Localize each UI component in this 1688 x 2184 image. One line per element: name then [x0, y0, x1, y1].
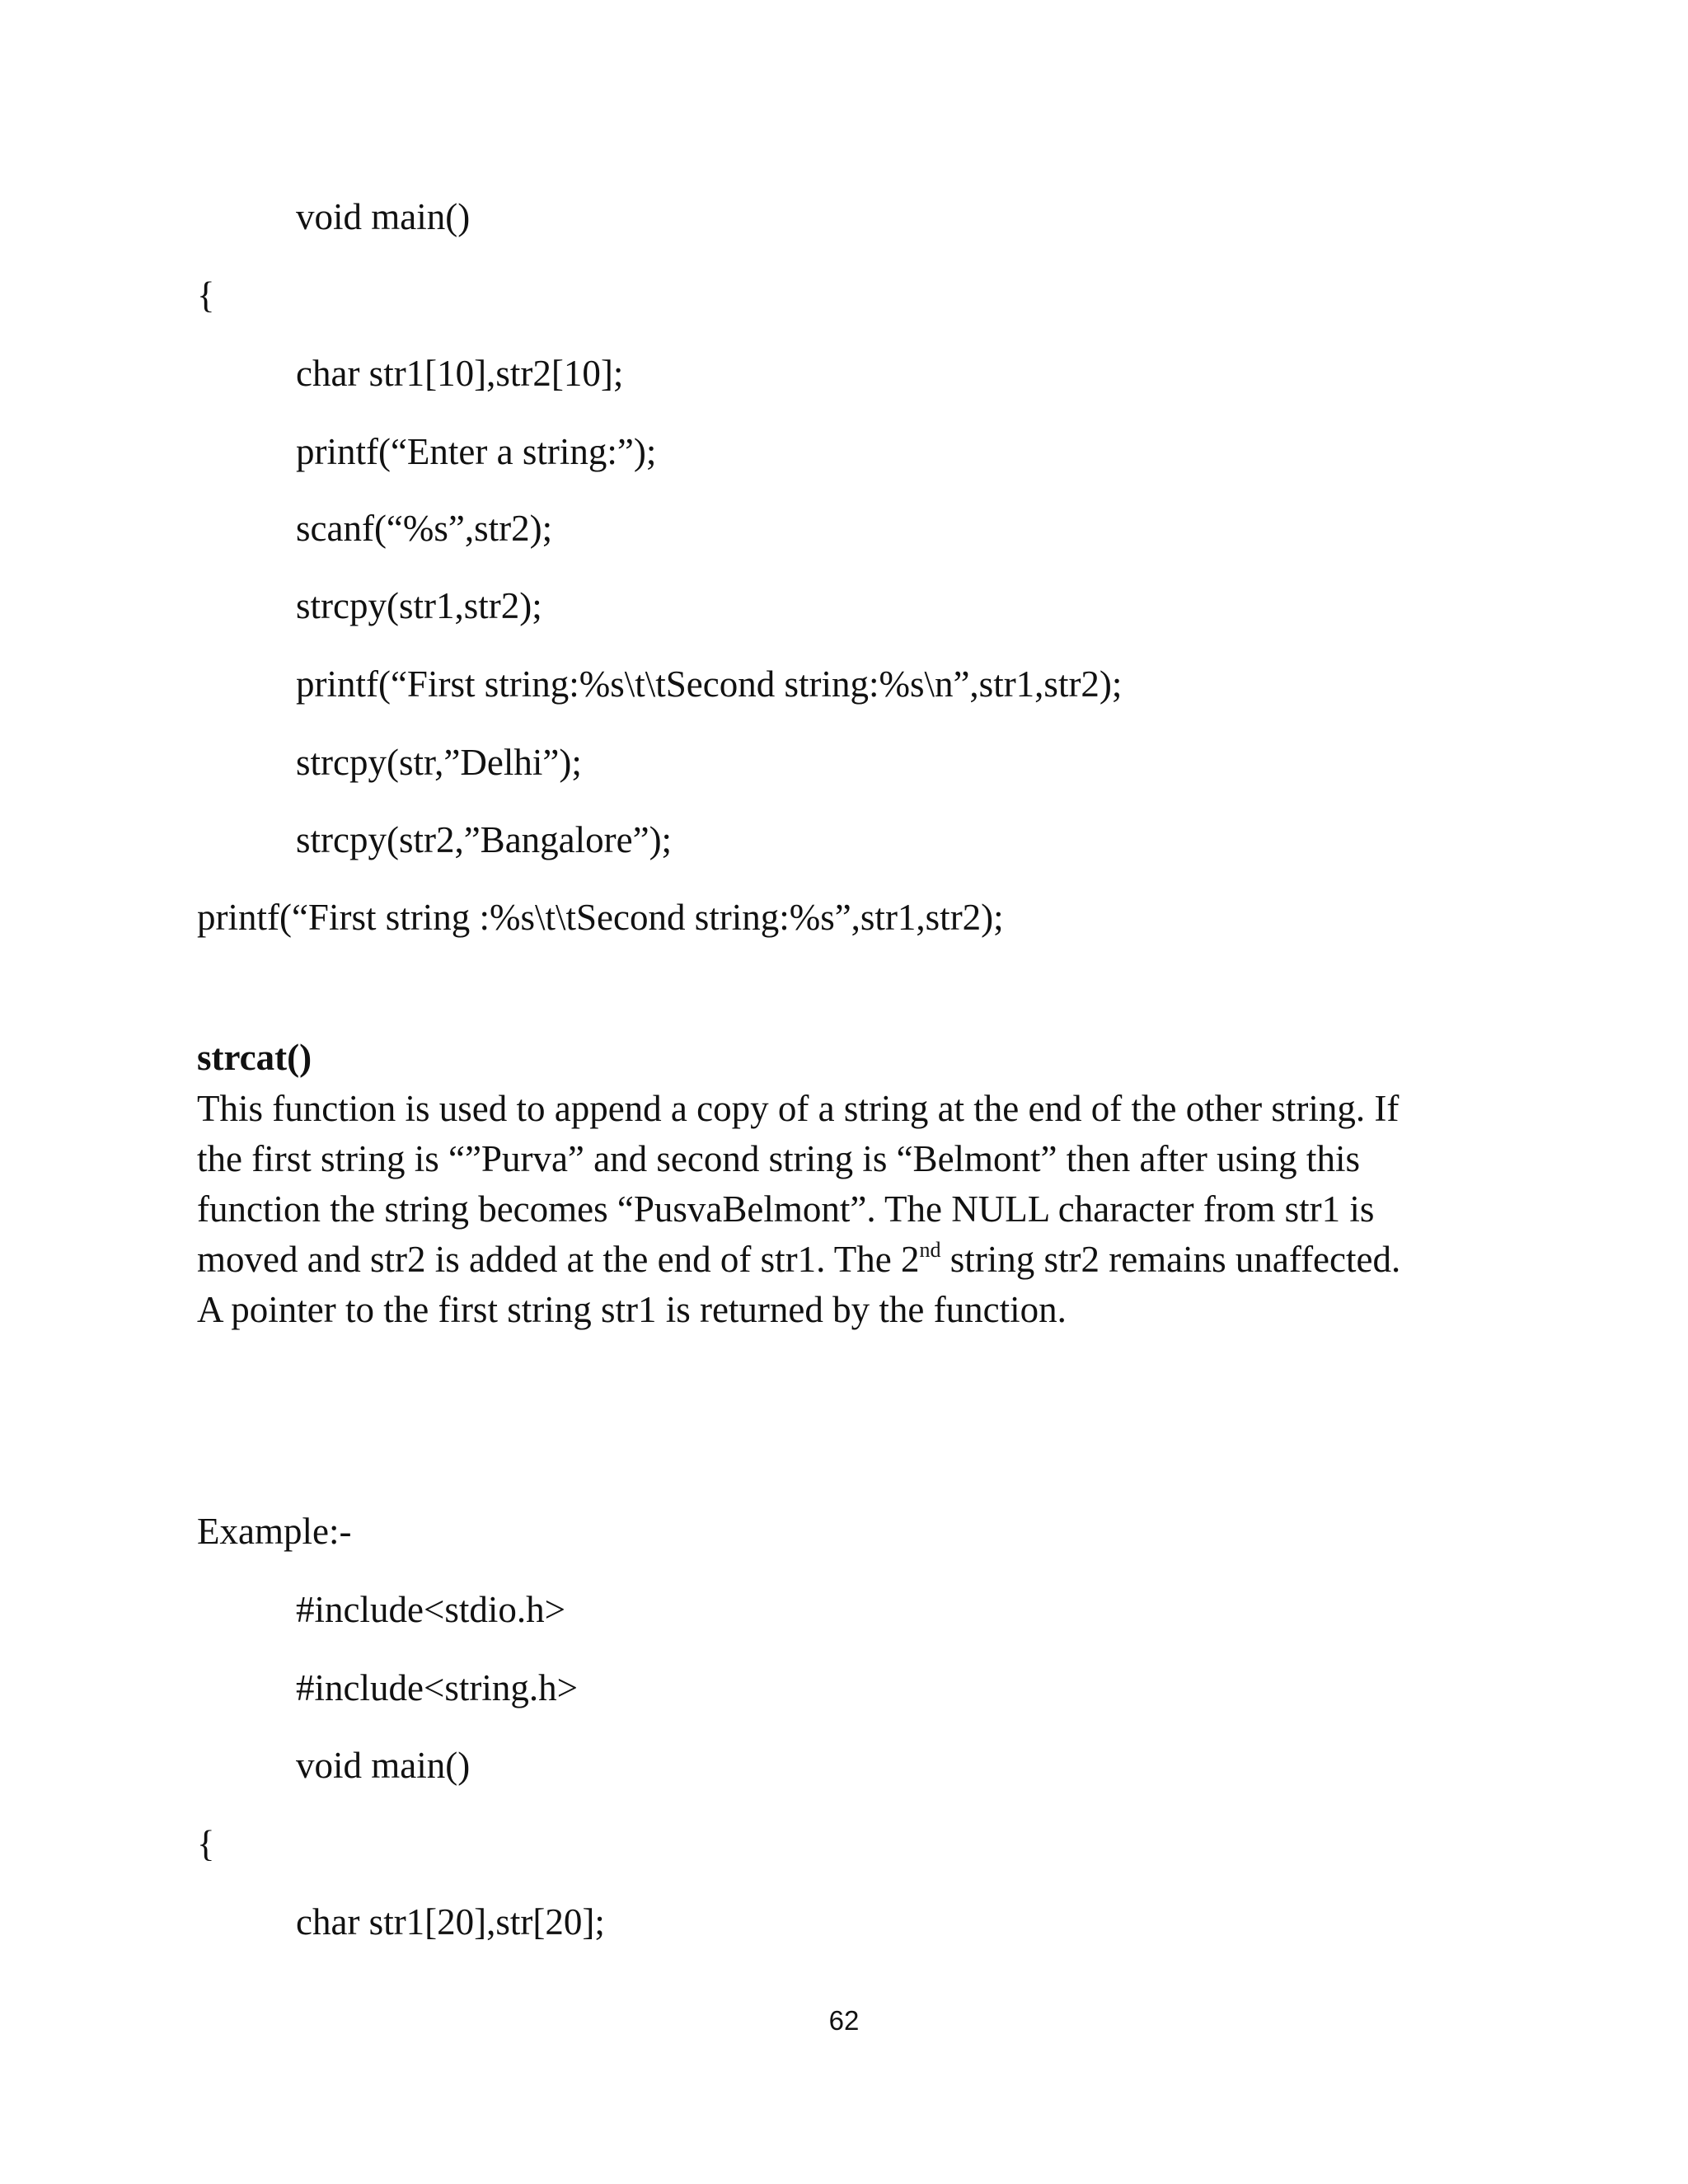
code-line: {: [197, 274, 215, 316]
superscript: nd: [919, 1238, 941, 1262]
code-line: void main(): [296, 196, 471, 237]
code-line: #include<string.h>: [296, 1667, 578, 1708]
paragraph-line: function the string becomes “PusvaBelmont”. The NULL character from str1 is: [197, 1188, 1375, 1230]
code-line: strcpy(str,”Delhi”);: [296, 742, 582, 783]
paragraph-line: This function is used to append a copy of a string at the end of the other string. If: [197, 1088, 1400, 1129]
code-line: #include<stdio.h>: [296, 1589, 565, 1630]
paragraph-text: string str2 remains unaffected.: [940, 1239, 1401, 1280]
code-line: char str1[10],str2[10];: [296, 353, 624, 394]
paragraph-line: the first string is “”Purva” and second string is “Belmont” then after using this: [197, 1138, 1360, 1179]
code-line: printf(“First string :%s\t\tSecond string:%s”,str1,str2);: [197, 897, 1004, 938]
code-line: strcpy(str2,”Bangalore”);: [296, 819, 673, 860]
code-line: printf(“First string:%s\t\tSecond string:%s\n”,str1,str2);: [296, 663, 1123, 705]
code-line: strcpy(str1,str2);: [296, 585, 542, 626]
paragraph-line: A pointer to the first string str1 is returned by the function.: [197, 1289, 1067, 1330]
paragraph-text: moved and str2 is added at the end of str1. The 2: [197, 1239, 920, 1280]
code-line: scanf(“%s”,str2);: [296, 508, 553, 549]
code-line: {: [197, 1823, 215, 1864]
paragraph-line: [197, 1235, 1450, 1285]
section-heading: strcat(): [197, 1037, 312, 1078]
code-line: printf(“Enter a string:”);: [296, 431, 657, 472]
section-paragraph: [197, 1084, 1450, 1335]
code-line: void main(): [296, 1745, 471, 1786]
example-label: Example:-: [197, 1511, 352, 1552]
code-line: char str1[20],str[20];: [296, 1901, 605, 1943]
page-number: 62: [828, 2005, 860, 2036]
